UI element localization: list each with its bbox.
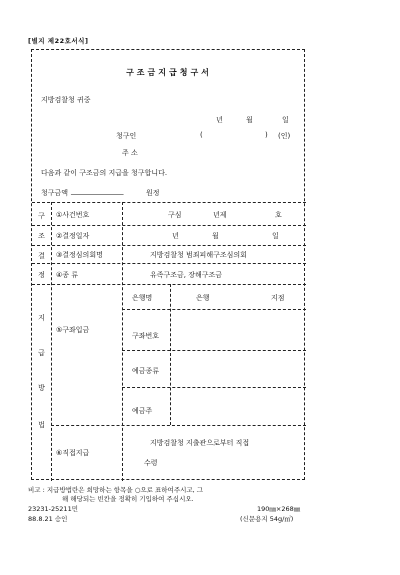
payment-side-char: 급 bbox=[38, 349, 45, 357]
decision-date-label: ②결정일자 bbox=[56, 232, 90, 240]
claimant-paren-close: ) bbox=[265, 131, 268, 139]
direct-payment-label: ⑥직접지급 bbox=[56, 449, 90, 457]
form-label: [별지 제22호서식] bbox=[28, 37, 89, 45]
bank-unit: 은행 bbox=[196, 294, 210, 302]
side-label-char: 구 bbox=[38, 212, 45, 220]
committee-name-value: 지방검찰청 범죄피해구조심의회 bbox=[150, 251, 247, 259]
payment-side-char: 지 bbox=[38, 314, 45, 322]
payment-side-char: 방 bbox=[38, 384, 45, 392]
case-number-year: 년제 bbox=[213, 211, 227, 219]
paper-type: (신문용지 54g/㎡) bbox=[240, 515, 294, 523]
decision-date-month: 월 bbox=[212, 232, 219, 240]
table-top-border bbox=[32, 202, 306, 203]
transfer-label: ⑤구좌입금 bbox=[56, 326, 90, 334]
form-frame bbox=[31, 49, 305, 480]
date-month: 월 bbox=[246, 116, 253, 124]
side-label-char: 정 bbox=[38, 271, 45, 279]
case-number-suffix: 호 bbox=[275, 211, 282, 219]
row-divider bbox=[122, 350, 306, 351]
account-number-label: 구좌번호 bbox=[132, 332, 160, 340]
case-number-label: ①사건번호 bbox=[56, 211, 90, 219]
side-label-char: 조 bbox=[38, 232, 45, 240]
decision-date-day: 일 bbox=[272, 232, 279, 240]
row-divider bbox=[51, 425, 306, 426]
bank-name-label: 은행명 bbox=[132, 294, 153, 302]
statement: 다음과 같이 구조금의 지급을 청구합니다. bbox=[41, 169, 168, 177]
addressee: 지방검찰청 귀중 bbox=[41, 96, 91, 104]
case-number-prefix: 구심 bbox=[168, 211, 182, 219]
decision-date-year: 년 bbox=[172, 232, 179, 240]
amount-label: 청구금액 bbox=[41, 189, 69, 197]
row-divider bbox=[122, 309, 306, 310]
notes-line1: 비고 : 지급방법란은 희망하는 항목을 ○으로 표하여주시고, 그 bbox=[28, 486, 204, 494]
direct-payment-text-line1: 지방검찰청 지출관으로부터 직접 bbox=[150, 439, 250, 447]
amount-unit: 원정 bbox=[146, 189, 160, 197]
deposit-type-label: 예금종류 bbox=[132, 367, 160, 375]
date-year: 년 bbox=[216, 116, 223, 124]
claimant-seal: (인) bbox=[278, 132, 291, 140]
form-title: 구조금지급청구서 bbox=[126, 68, 212, 77]
notes-line2: 해 해당되는 빈칸을 정확히 기입하여 주십시오. bbox=[62, 495, 194, 503]
side-column-border bbox=[51, 202, 52, 481]
committee-name-label: ③결정심의회명 bbox=[56, 251, 103, 259]
paper-size: 190㎜×268㎜ bbox=[257, 505, 301, 513]
row-divider bbox=[122, 387, 306, 388]
row-divider bbox=[32, 263, 306, 264]
claimant-label: 청구인 bbox=[116, 132, 137, 140]
branch-unit: 지점 bbox=[271, 294, 285, 302]
type-value: 유족구조금, 장해구조금 bbox=[150, 271, 223, 279]
claimant-paren-open: ( bbox=[200, 131, 203, 139]
form-code: 23231-25211민 bbox=[28, 505, 78, 513]
row-divider bbox=[32, 245, 306, 246]
address-label: 주 소 bbox=[122, 149, 138, 157]
field-label-column-border bbox=[170, 284, 171, 425]
row-divider bbox=[32, 225, 306, 226]
date-day: 일 bbox=[282, 116, 289, 124]
label-column-border bbox=[122, 202, 123, 481]
payment-side-char: 법 bbox=[38, 421, 45, 429]
row-divider bbox=[32, 284, 306, 285]
approval-date: 88.8.21 승인 bbox=[28, 515, 68, 523]
amount-blank: _______________ bbox=[71, 187, 124, 195]
type-label: ④종 류 bbox=[56, 271, 79, 279]
direct-payment-text-line2: 수령 bbox=[144, 459, 158, 467]
account-holder-label: 예금주 bbox=[132, 407, 153, 415]
side-label-char: 결 bbox=[38, 252, 45, 260]
